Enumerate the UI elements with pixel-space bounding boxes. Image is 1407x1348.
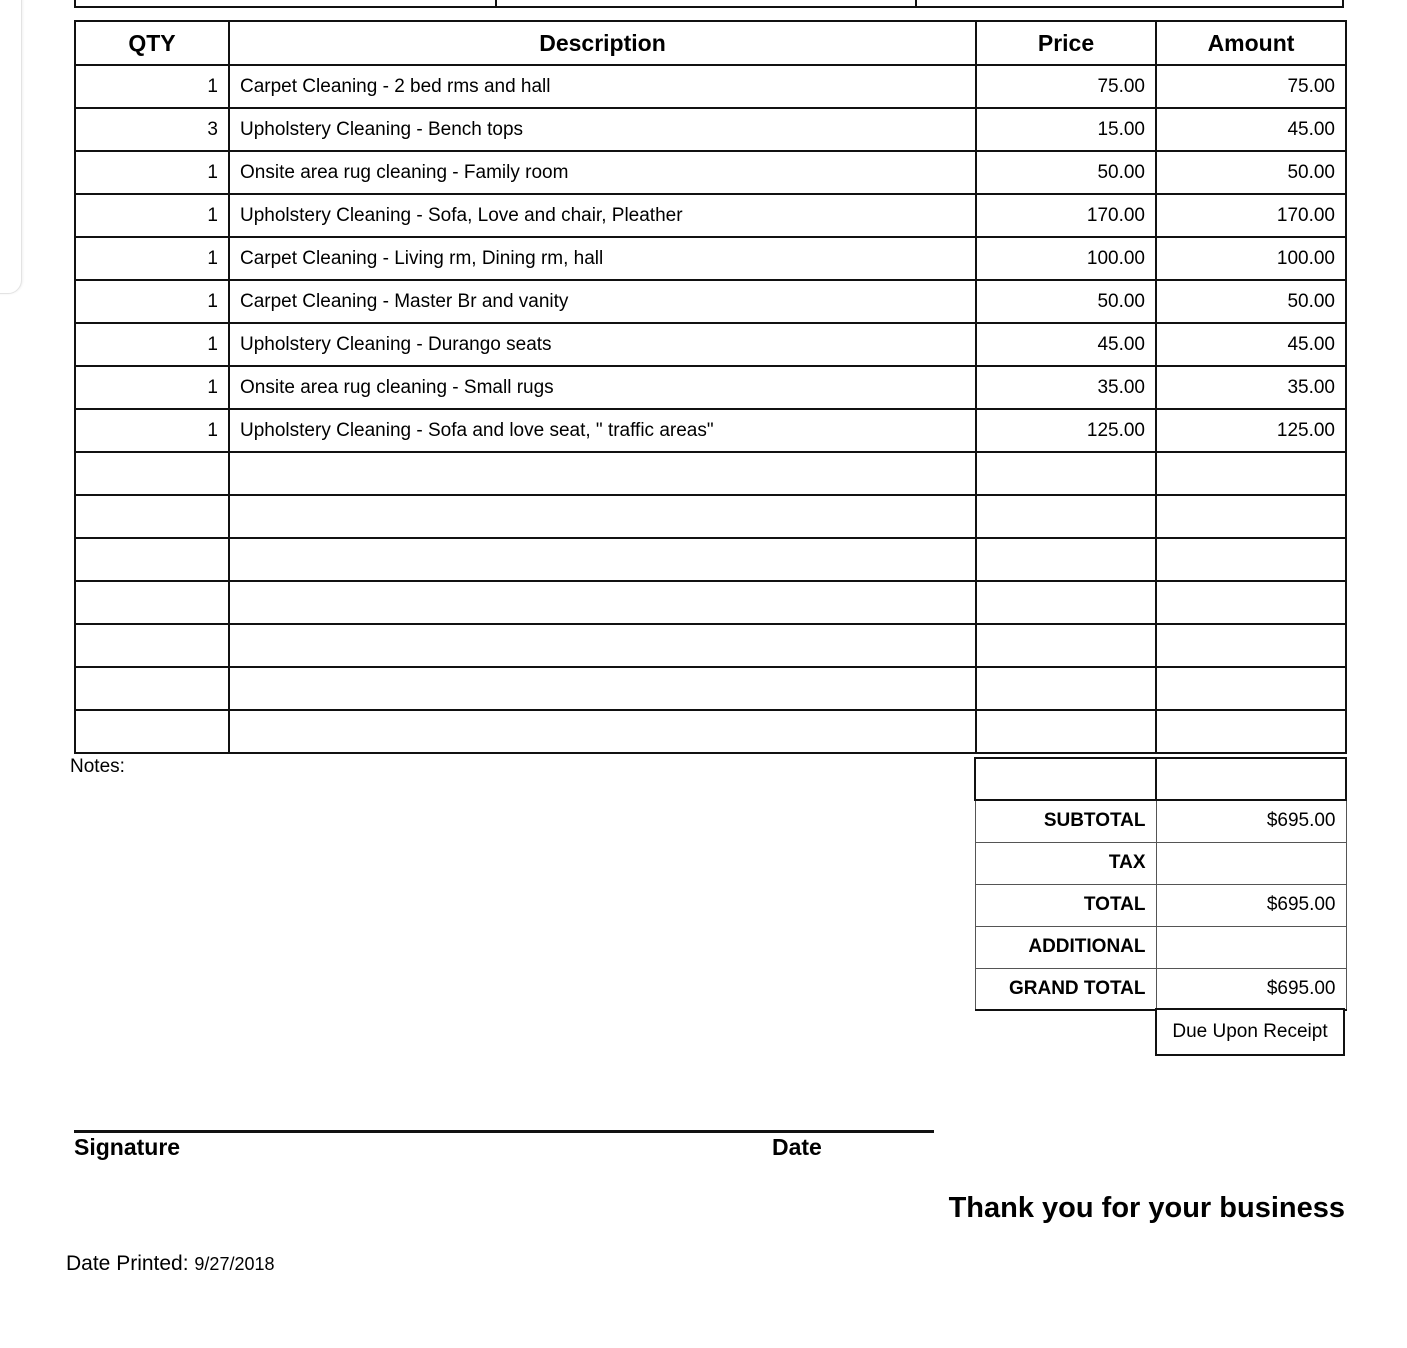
cell-qty (75, 624, 229, 667)
cell-qty (75, 710, 229, 753)
cell-amount: 50.00 (1156, 151, 1346, 194)
table-row (75, 409, 1346, 452)
cell-price (976, 581, 1156, 624)
cell-amount: 125.00 (1156, 409, 1346, 452)
cell-amount: 75.00 (1156, 65, 1346, 108)
cell-qty: 1 (75, 323, 229, 366)
totals-label: TOTAL (975, 884, 1156, 926)
cell-amount (1156, 538, 1346, 581)
cell-qty: 1 (75, 366, 229, 409)
cell-description (229, 667, 976, 710)
totals-label: GRAND TOTAL (975, 968, 1156, 1010)
cell-price: 170.00 (976, 194, 1156, 237)
cell-qty: 1 (75, 280, 229, 323)
cell-price (976, 538, 1156, 581)
totals-label (975, 758, 1156, 800)
payment-terms-text: Due Upon Receipt (1172, 1021, 1328, 1042)
table-row (75, 108, 1346, 151)
cell-description: Carpet Cleaning - Living rm, Dining rm, hall (229, 237, 976, 280)
totals-table (974, 757, 1347, 1011)
cell-price (976, 452, 1156, 495)
cell-price: 75.00 (976, 65, 1156, 108)
totals-value (1156, 926, 1346, 968)
cell-qty (75, 538, 229, 581)
totals-value: $695.00 (1156, 800, 1346, 842)
cell-price: 50.00 (976, 151, 1156, 194)
previous-table-cell-2 (495, 0, 914, 6)
cell-qty: 3 (75, 108, 229, 151)
totals-value (1156, 758, 1346, 800)
cell-price: 15.00 (976, 108, 1156, 151)
cell-amount (1156, 581, 1346, 624)
totals-value: $695.00 (1156, 884, 1346, 926)
cell-amount (1156, 710, 1346, 753)
cell-qty (75, 452, 229, 495)
payment-terms-box (1155, 1008, 1345, 1056)
date-printed (66, 1252, 275, 1276)
cell-description: Onsite area rug cleaning - Family room (229, 151, 976, 194)
cell-amount: 100.00 (1156, 237, 1346, 280)
column-header-description: Description (229, 21, 976, 65)
totals-row (975, 926, 1346, 968)
previous-table-cell-1 (76, 0, 495, 6)
totals-value: $695.00 (1156, 968, 1346, 1010)
cell-description: Carpet Cleaning - 2 bed rms and hall (229, 65, 976, 108)
table-row (75, 538, 1346, 581)
cell-description (229, 624, 976, 667)
thank-you-message: Thank you for your business (948, 1192, 1345, 1224)
cell-description: Upholstery Cleaning - Bench tops (229, 108, 976, 151)
date-label: Date (772, 1134, 822, 1160)
table-row (75, 280, 1346, 323)
cell-description: Upholstery Cleaning - Durango seats (229, 323, 976, 366)
table-row (75, 366, 1346, 409)
cell-description (229, 581, 976, 624)
cell-description (229, 495, 976, 538)
cell-price (976, 710, 1156, 753)
cell-qty (75, 581, 229, 624)
table-row (75, 667, 1346, 710)
cell-amount (1156, 667, 1346, 710)
table-row (75, 237, 1346, 280)
table-row (75, 452, 1346, 495)
column-header-qty: QTY (75, 21, 229, 65)
page-card-edge (0, 0, 22, 294)
line-items-body (75, 65, 1346, 753)
cell-description: Onsite area rug cleaning - Small rugs (229, 366, 976, 409)
cell-description: Upholstery Cleaning - Sofa, Love and chair, Pleather (229, 194, 976, 237)
table-row (75, 624, 1346, 667)
cell-qty: 1 (75, 194, 229, 237)
cell-description: Upholstery Cleaning - Sofa and love seat, " traffic areas" (229, 409, 976, 452)
cell-price: 125.00 (976, 409, 1156, 452)
cell-description: Carpet Cleaning - Master Br and vanity (229, 280, 976, 323)
cell-qty (75, 667, 229, 710)
cell-price (976, 495, 1156, 538)
cell-qty: 1 (75, 409, 229, 452)
table-row (75, 323, 1346, 366)
cell-amount (1156, 495, 1346, 538)
line-items-table (74, 20, 1347, 754)
cell-price: 50.00 (976, 280, 1156, 323)
cell-amount: 50.00 (1156, 280, 1346, 323)
totals-label: SUBTOTAL (975, 800, 1156, 842)
cell-description (229, 452, 976, 495)
cell-price (976, 667, 1156, 710)
cell-amount (1156, 624, 1346, 667)
totals-row (975, 758, 1346, 800)
table-row (75, 151, 1346, 194)
table-row (75, 194, 1346, 237)
totals-row (975, 800, 1346, 842)
cell-qty (75, 495, 229, 538)
totals-value (1156, 842, 1346, 884)
cell-price (976, 624, 1156, 667)
cell-qty: 1 (75, 65, 229, 108)
previous-table-remnant (74, 0, 1344, 8)
cell-price: 100.00 (976, 237, 1156, 280)
column-header-amount: Amount (1156, 21, 1346, 65)
cell-qty: 1 (75, 151, 229, 194)
table-row (75, 581, 1346, 624)
cell-price: 45.00 (976, 323, 1156, 366)
cell-amount: 35.00 (1156, 366, 1346, 409)
cell-amount: 170.00 (1156, 194, 1346, 237)
totals-row (975, 968, 1346, 1010)
date-printed-value: 9/27/2018 (194, 1254, 275, 1274)
table-row (75, 710, 1346, 753)
table-row (75, 65, 1346, 108)
cell-description (229, 710, 976, 753)
totals-row (975, 842, 1346, 884)
cell-price: 35.00 (976, 366, 1156, 409)
cell-amount (1156, 452, 1346, 495)
date-printed-label: Date Printed: (66, 1252, 189, 1275)
cell-description (229, 538, 976, 581)
signature-label: Signature (74, 1134, 181, 1160)
cell-amount: 45.00 (1156, 323, 1346, 366)
totals-row (975, 884, 1346, 926)
previous-table-cell-3 (915, 0, 1342, 6)
totals-body (975, 758, 1346, 1010)
totals-label: TAX (975, 842, 1156, 884)
column-header-price: Price (976, 21, 1156, 65)
totals-label: ADDITIONAL (975, 926, 1156, 968)
cell-amount: 45.00 (1156, 108, 1346, 151)
signature-line (74, 1130, 934, 1133)
notes-label: Notes: (70, 756, 125, 777)
table-row (75, 495, 1346, 538)
cell-qty: 1 (75, 237, 229, 280)
table-header-row (75, 21, 1346, 65)
